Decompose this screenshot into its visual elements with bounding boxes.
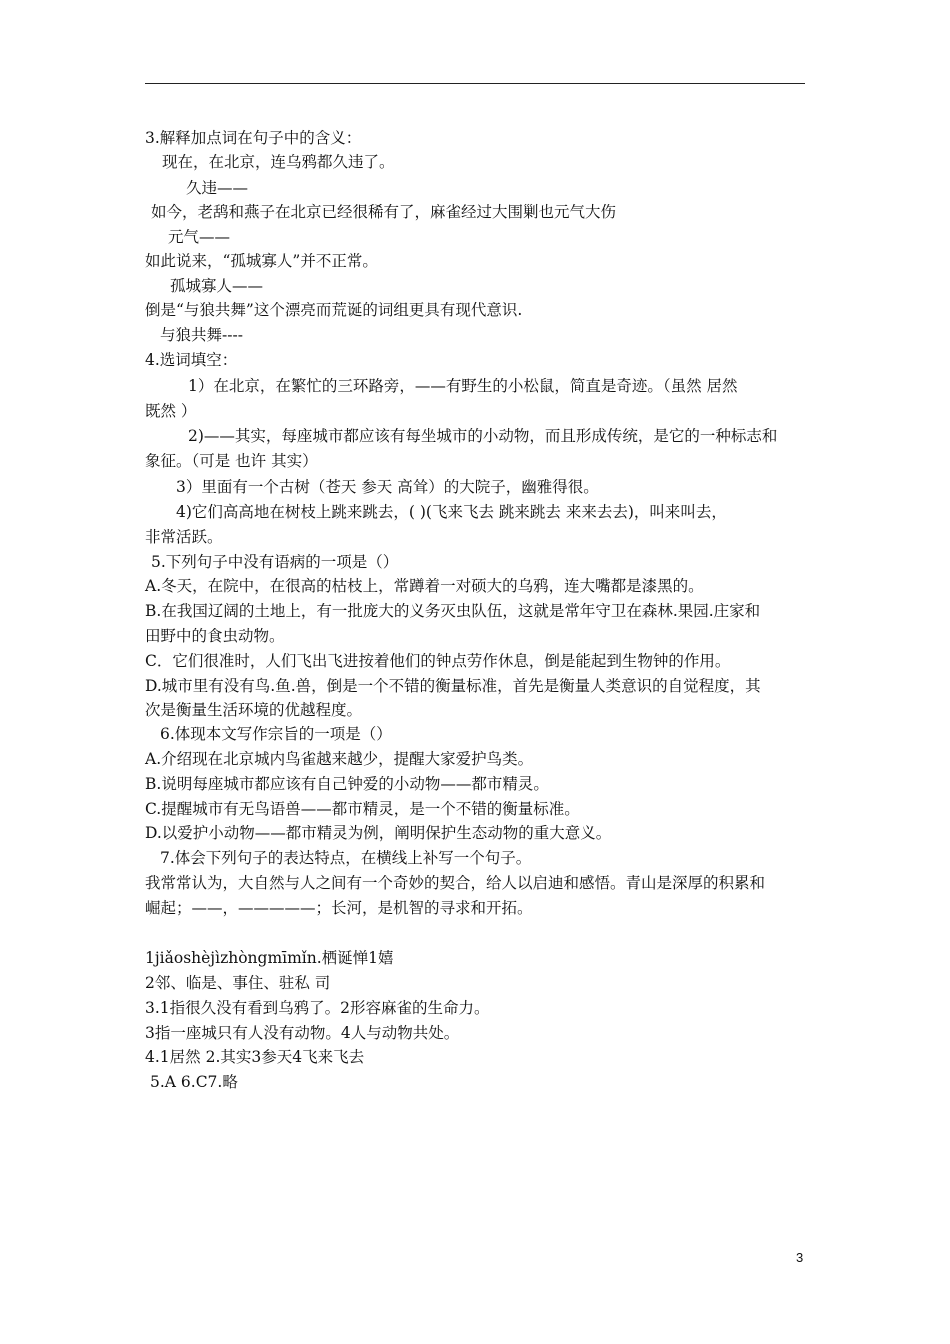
text-line: 如今，老鸹和燕子在北京已经很稀有了，麻雀经过大围剿也元气大伤 [151, 203, 617, 221]
text-line: 与狼共舞---- [160, 326, 243, 344]
header-rule [145, 83, 805, 84]
text-line: 2)——其实，每座城市都应该有每坐城市的小动物，而且形成传统，是它的一种标志和 [188, 427, 778, 445]
page-number: 3 [796, 1250, 804, 1265]
answer-line: 5.A 6.C7.略 [150, 1073, 238, 1091]
text-line: D.城市里有没有鸟.鱼.兽，倒是一个不错的衡量标准，首先是衡量人类意识的自觉程度，其 [145, 677, 761, 695]
text-line: 既然 ） [145, 402, 197, 420]
text-line: 1）在北京，在繁忙的三环路旁，——有野生的小松鼠，简直是奇迹。（虽然 居然 [188, 377, 738, 395]
text-line: 倒是“与狼共舞”这个漂亮而荒诞的词组更具有现代意识. [145, 301, 523, 319]
text-line: 非常活跃。 [145, 528, 223, 546]
text-line: 孤城寡人—— [170, 277, 264, 295]
text-line: 7.体会下列句子的表达特点，在横线上补写一个句子。 [160, 849, 532, 867]
text-line: A.介绍现在北京城内鸟雀越来越少，提醒大家爱护鸟类。 [145, 750, 534, 768]
text-line: B.说明每座城市都应该有自己钟爱的小动物——都市精灵。 [145, 775, 549, 793]
text-line: 次是衡量生活环境的优越程度。 [145, 701, 363, 719]
text-line: 崛起；——，—————；长河，是机智的寻求和开拓。 [145, 899, 533, 917]
text-line: 久违—— [186, 179, 249, 197]
text-line: C.提醒城市有无鸟语兽——都市精灵，是一个不错的衡量标准。 [145, 800, 580, 818]
answer-line: 4.1居然 2.其实3参天4飞来飞去 [145, 1048, 365, 1066]
text-line: 4)它们高高地在树枝上跳来跳去，( )(飞来飞去 跳来跳去 来来去去)，叫来叫去， [176, 503, 727, 521]
text-line: 如此说来，“孤城寡人”并不正常。 [145, 252, 378, 270]
answer-line: 3.1指很久没有看到乌鸦了。2形容麻雀的生命力。 [145, 999, 490, 1017]
text-line: 5.下列句子中没有语病的一项是（） [151, 553, 399, 571]
text-line: C．它们很准时，人们飞出飞进按着他们的钟点劳作休息，倒是能起到生物钟的作用。 [145, 652, 731, 670]
text-line: 3）里面有一个古树（苍天 参天 高耸）的大院子，幽雅得很。 [176, 478, 599, 496]
text-line: 4.选词填空： [145, 351, 238, 369]
text-line: 我常常认为，大自然与人之间有一个奇妙的契合，给人以启迪和感悟。青山是深厚的积累和 [145, 874, 766, 892]
text-line: 象征。（可是 也许 其实） [145, 452, 318, 470]
text-line: 田野中的食虫动物。 [145, 627, 285, 645]
text-line: 3.解释加点词在句子中的含义： [145, 129, 362, 147]
text-line: B.在我国辽阔的土地上，有一批庞大的义务灭虫队伍，这就是常年守卫在森林.果园.庄家和 [145, 602, 761, 620]
answer-line: 2邻、临是、事住、驻私 司 [145, 974, 331, 992]
answer-line: 3指一座城只有人没有动物。4人与动物共处。 [145, 1024, 460, 1042]
text-line: 元气—— [168, 228, 231, 246]
text-line: D.以爱护小动物——都市精灵为例，阐明保护生态动物的重大意义。 [145, 824, 612, 842]
text-line: 6.体现本文写作宗旨的一项是（） [160, 725, 392, 743]
answer-line: 1jiǎoshèjìzhòngmīmǐn.栖诞惮1嬉 [145, 949, 394, 967]
text-line: A.冬天，在院中，在很高的枯枝上，常蹲着一对硕大的乌鸦，连大嘴都是漆黑的。 [145, 577, 704, 595]
text-line: 现在，在北京，连乌鸦都久违了。 [162, 153, 395, 171]
